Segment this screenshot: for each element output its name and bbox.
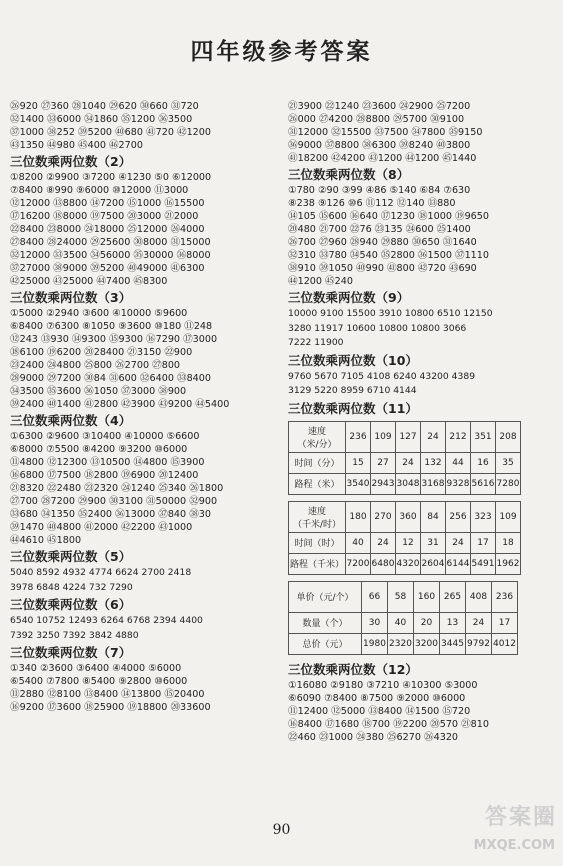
answer-line: ⑫12000 ⑬8800 ⑭7200 ⑮1000 ⑯15500	[10, 198, 205, 209]
answer-line: ㉖000 ㉗4200 ㉘8800 ㉙5700 ㉚9100	[288, 114, 465, 125]
answer-table	[288, 501, 521, 575]
answer-table	[288, 581, 518, 655]
table-row	[289, 452, 521, 473]
table-cell: 4320	[396, 553, 421, 574]
answer-line: ㊴1470 ㊵4800 ㊶2000 ㊷2200 ㊸1000	[10, 522, 193, 533]
table-cell: 408	[466, 581, 492, 612]
right-column	[288, 100, 558, 744]
table-cell: 44	[446, 452, 471, 473]
answer-line: ⑫243 ⑬930 ⑭9300 ⑮9300 ⑯7290 ⑰3000	[10, 334, 218, 345]
answer-line: ㊷25000 ㊸25000 ㊹7400 ㊺8300	[10, 276, 168, 287]
answer-line: ㊹4610 ㊺1800	[10, 535, 82, 546]
table-cell: 127	[396, 421, 421, 452]
table-cell: 3540	[346, 473, 371, 494]
answer-line: ㊸1350 ㊹980 ㊺400 ㊻2700	[10, 140, 143, 151]
answer-line: ⑪4800 ⑫12300 ⑬10500 ⑭4800 ⑮3900	[10, 457, 205, 468]
table-cell: 160	[414, 581, 440, 612]
table-row-header: 总价（元）	[289, 633, 362, 654]
answer-line: 7222 11900	[288, 337, 344, 348]
table-cell: 256	[446, 501, 471, 532]
answer-line: ㉘9000 ㉙7200 ㉚84 ㉛600 ㉜6400 ㉝8400	[10, 373, 211, 384]
answer-line: ⑥6090 ⑦8400 ⑧7500 ⑨2000 ⑩6000	[288, 692, 466, 704]
table-row-header: 速度 （千米/时）	[289, 501, 346, 532]
answer-line: ⑥8400 ⑦6300 ⑧1050 ⑨3600 ⑩180 ⑪248	[10, 321, 213, 332]
table-cell: 40	[388, 612, 414, 633]
table-row-header: 数量（个）	[289, 612, 362, 633]
table-cell: 2943	[371, 473, 396, 494]
answer-line: ⑭105 ⑮600 ⑯640 ⑰1230 ⑱1000 ⑲9650	[288, 211, 489, 222]
table-cell: 12	[396, 532, 421, 553]
table-cell: 16	[471, 452, 496, 473]
table-cell: 360	[396, 501, 421, 532]
watermark-logo: 答案圈	[484, 805, 557, 830]
table-cell: 236	[492, 581, 518, 612]
table-cell: 18	[496, 532, 521, 553]
answer-line: 3978 6848 4224 732 7290	[10, 581, 133, 593]
table-cell: 351	[471, 421, 496, 452]
answer-line: ㊱9000 ㊲8800 ㊳6300 ㊴8240 ㊵3800	[288, 140, 471, 151]
table-cell: 17	[471, 532, 496, 553]
answer-line: ㉗8400 ㉘24000 ㉙25600 ㉚8000 ㉛15000	[10, 237, 211, 248]
table-cell: 24	[446, 532, 471, 553]
answer-line: ⑥8000 ⑦5500 ⑧4200 ⑨3200 ⑩6000	[10, 444, 188, 455]
table-cell: 3445	[440, 633, 466, 654]
table-cell: 9328	[446, 473, 471, 494]
table-row-header: 时间（分）	[289, 452, 346, 473]
answer-line: ㉗700 ㉘7200 ㉙900 ㉚3100 ㉛50000 ㉜900	[10, 496, 218, 507]
table-cell: 3168	[421, 473, 446, 494]
answer-line: ㊳910 ㊴1050 ㊵990 ㊶800 ㊷720 ㊸690	[288, 263, 477, 274]
section-heading: 三位数乘两位数（3）	[10, 290, 132, 305]
table-row	[289, 421, 521, 452]
table-row	[289, 633, 518, 654]
table-cell: 31	[421, 532, 446, 553]
answer-line: 10000 9100 15500 3910 10800 6510 12150	[288, 308, 493, 319]
table-cell: 24	[421, 421, 446, 452]
table-cell: 236	[346, 421, 371, 452]
answer-line: ㉑8320 ㉒2480 ㉓2320 ㉔1240 ㉕340 ㉖1800	[10, 483, 224, 494]
section-heading: 三位数乘两位数（6）	[10, 597, 132, 612]
section-heading: 三位数乘两位数（7）	[10, 645, 132, 660]
table-row	[289, 612, 518, 633]
table-cell: 3200	[414, 633, 440, 654]
table-cell: 212	[446, 421, 471, 452]
answer-line: ㊹1200 ㊺240	[288, 276, 353, 287]
table-cell: 109	[496, 501, 521, 532]
table-cell: 24	[371, 532, 396, 553]
table-cell: 6144	[446, 553, 471, 574]
section-heading: 三位数乘两位数（4）	[10, 413, 132, 428]
answer-line: ㉒460 ㉓1000 ㉔380 ㉕6270 ㉖4320	[288, 731, 459, 743]
answer-line: ⑪2880 ⑫8100 ⑬8400 ⑭13800 ⑮20400	[10, 689, 205, 700]
table-cell: 2604	[421, 553, 446, 574]
answer-line: ①780 ②90 ③99 ④86 ⑤140 ⑥84 ⑦630	[288, 185, 471, 196]
table-cell: 180	[346, 501, 371, 532]
table-row-header: 速度 （米/分）	[289, 421, 346, 452]
answer-line: ①8200 ②9900 ③7200 ④1230 ⑤0 ⑥12000	[10, 172, 212, 183]
table-cell: 208	[496, 421, 521, 452]
table-cell: 66	[362, 581, 388, 612]
answer-line: ①16080 ②9180 ③7210 ④10300 ⑤3000	[288, 679, 478, 691]
answer-line: ⑦8400 ⑧990 ⑨6000 ⑩12000 ⑪3000	[10, 185, 189, 196]
answer-line: ⑯8400 ⑰1680 ⑱700 ⑲2200 ⑳570 ㉑810	[288, 718, 489, 730]
table-row	[289, 581, 518, 612]
answer-line: ⑧238 ⑨126 ⑩6 ⑪112 ⑫140 ⑬880	[288, 198, 456, 209]
table-cell: 5491	[471, 553, 496, 574]
table-cell: 24	[466, 612, 492, 633]
table-row	[289, 501, 521, 532]
watermark-url: MXQE.COM	[473, 838, 555, 853]
answer-line: ⑯9200 ⑰3600 ⑱25900 ⑲18800 ⑳33600	[10, 702, 211, 713]
section-heading: 三位数乘两位数（2）	[10, 154, 132, 169]
answer-line: 9760 5670 7105 4108 6240 43200 4389	[288, 370, 476, 382]
left-column	[10, 100, 278, 714]
table-cell: 270	[371, 501, 396, 532]
table-cell: 27	[371, 452, 396, 473]
answer-line: 7392 3250 7392 3842 4880	[10, 629, 139, 641]
table-row-header: 时间（时）	[289, 532, 346, 553]
answer-line: ㉖920 ㉗360 ㉘1040 ㉙620 ㉚660 ㉛720	[10, 101, 199, 112]
table-cell: 24	[396, 452, 421, 473]
table-cell: 9792	[466, 633, 492, 654]
section-heading: 三位数乘两位数（9）	[288, 290, 410, 305]
answer-line: ㉜1400 ㉝6000 ㉞1860 ㉟1200 ㊱3500	[10, 114, 193, 125]
section-heading: 三位数乘两位数（8）	[288, 167, 410, 182]
answer-line: ㊴2400 ㊵1400 ㊶2800 ㊷3900 ㊸9200 ㊹5400	[10, 399, 230, 410]
table-cell: 40	[346, 532, 371, 553]
section-heading: 三位数乘两位数（11）	[288, 400, 418, 416]
section-heading: 三位数乘两位数（5）	[10, 549, 132, 564]
answer-line: ㉒8400 ㉓8000 ㉔18000 ㉕12000 ㉖4000	[10, 224, 205, 235]
answer-line: 5040 8592 4932 4774 6624 2700 2418	[10, 567, 192, 578]
answer-line: ㉓2400 ㉔4800 ㉕800 ㉖2700 ㉗800	[10, 360, 181, 371]
section-heading: 三位数乘两位数（10）	[288, 352, 418, 368]
table-cell: 265	[440, 581, 466, 612]
answer-line: ⑳480 ㉑700 ㉒76 ㉓135 ㉔600 ㉕1400	[288, 224, 471, 235]
section-heading: 三位数乘两位数（12）	[288, 661, 418, 677]
answer-line: 6540 10752 12493 6264 6768 2394 4400	[10, 615, 203, 626]
table-row-header: 路程（米）	[289, 473, 346, 494]
table-cell: 7280	[496, 473, 521, 494]
answer-line: ⑯6800 ⑰7500 ⑱2800 ⑲6900 ⑳12400	[10, 470, 199, 481]
answer-line: ㊲1000 ㊳252 ㊴5200 ㊵680 ㊶720 ㊷1200	[10, 127, 211, 138]
answer-table	[288, 421, 521, 495]
table-cell: 13	[440, 612, 466, 633]
answer-line: ⑥5400 ⑦7800 ⑧5400 ⑨2800 ⑩6000	[10, 676, 188, 687]
table-cell: 58	[388, 581, 414, 612]
answer-line: ⑱6100 ⑲6200 ⑳28400 ㉑3150 ㉒900	[10, 347, 193, 358]
answer-line: ㉞3500 ㉟3600 ㊱1050 ㊲3000 ㊳900	[10, 386, 187, 397]
answer-line: 3280 11917 10600 10800 10800 3066	[288, 322, 467, 334]
table-cell: 5616	[471, 473, 496, 494]
table-cell: 15	[346, 452, 371, 473]
table-cell: 2320	[388, 633, 414, 654]
table-cell: 109	[371, 421, 396, 452]
table-cell: 17	[492, 612, 518, 633]
table-cell: 3048	[396, 473, 421, 494]
answer-line: ①5000 ②2940 ③600 ④10000 ⑤9600	[10, 308, 188, 319]
answer-line: ㉜12000 ㉝3500 ㉞56000 ㉟30000 ㊱8000	[10, 250, 211, 261]
table-cell: 84	[421, 501, 446, 532]
answer-line: ㉑3900 ㉒1240 ㉓3600 ㉔2900 ㉕7200	[288, 101, 471, 112]
answer-line: ①6300 ②9600 ③10400 ④10000 ⑤6600	[10, 431, 200, 442]
table-cell: 1980	[362, 633, 388, 654]
answer-line: ㊶18200 ㊷4200 ㊸1200 ㊹1200 ㊺1440	[288, 153, 477, 164]
answer-line: ①340 ②3600 ③6400 ④4000 ⑤6000	[10, 663, 182, 674]
answer-line: ⑪12400 ⑫5000 ⑬8400 ⑭1500 ⑮720	[288, 705, 471, 717]
table-cell: 132	[421, 452, 446, 473]
table-cell: 4012	[492, 633, 518, 654]
table-cell: 7200	[346, 553, 371, 574]
table-cell: 20	[414, 612, 440, 633]
table-row-header: 路程（千米）	[289, 553, 346, 574]
table-row	[289, 553, 521, 574]
answer-line: ㊲27000 ㊳9000 ㊴5200 ㊵49000 ㊶6300	[10, 263, 205, 274]
table-row-header: 单价（元/个）	[289, 581, 362, 612]
table-cell: 1962	[496, 553, 521, 574]
answer-line: ㉜310 ㉝780 ㉞540 ㉟2800 ㊱1500 ㊲1110	[288, 250, 489, 261]
table-cell: 35	[496, 452, 521, 473]
answer-line: ㉛12000 ㉜15500 ㉝7500 ㉞7800 ㉟9150	[288, 127, 483, 138]
table-cell: 323	[471, 501, 496, 532]
table-cell: 30	[362, 612, 388, 633]
page-title: 四年级参考答案	[190, 39, 373, 65]
answer-line: ㉝680 ㉞1350 ㉟2400 ㊱13000 ㊲840 ㊳30	[10, 509, 211, 520]
answer-line: 3129 5220 8959 6710 4144	[288, 385, 417, 396]
page-number: 90	[272, 822, 291, 838]
table-row	[289, 532, 521, 553]
answer-line: ㉖700 ㉗960 ㉘940 ㉙880 ㉚650 ㉛1640	[288, 237, 477, 248]
table-cell: 6480	[371, 553, 396, 574]
table-row	[289, 473, 521, 494]
answer-line: ⑰16200 ⑱8000 ⑲7500 ⑳3000 ㉑2000	[10, 211, 199, 222]
